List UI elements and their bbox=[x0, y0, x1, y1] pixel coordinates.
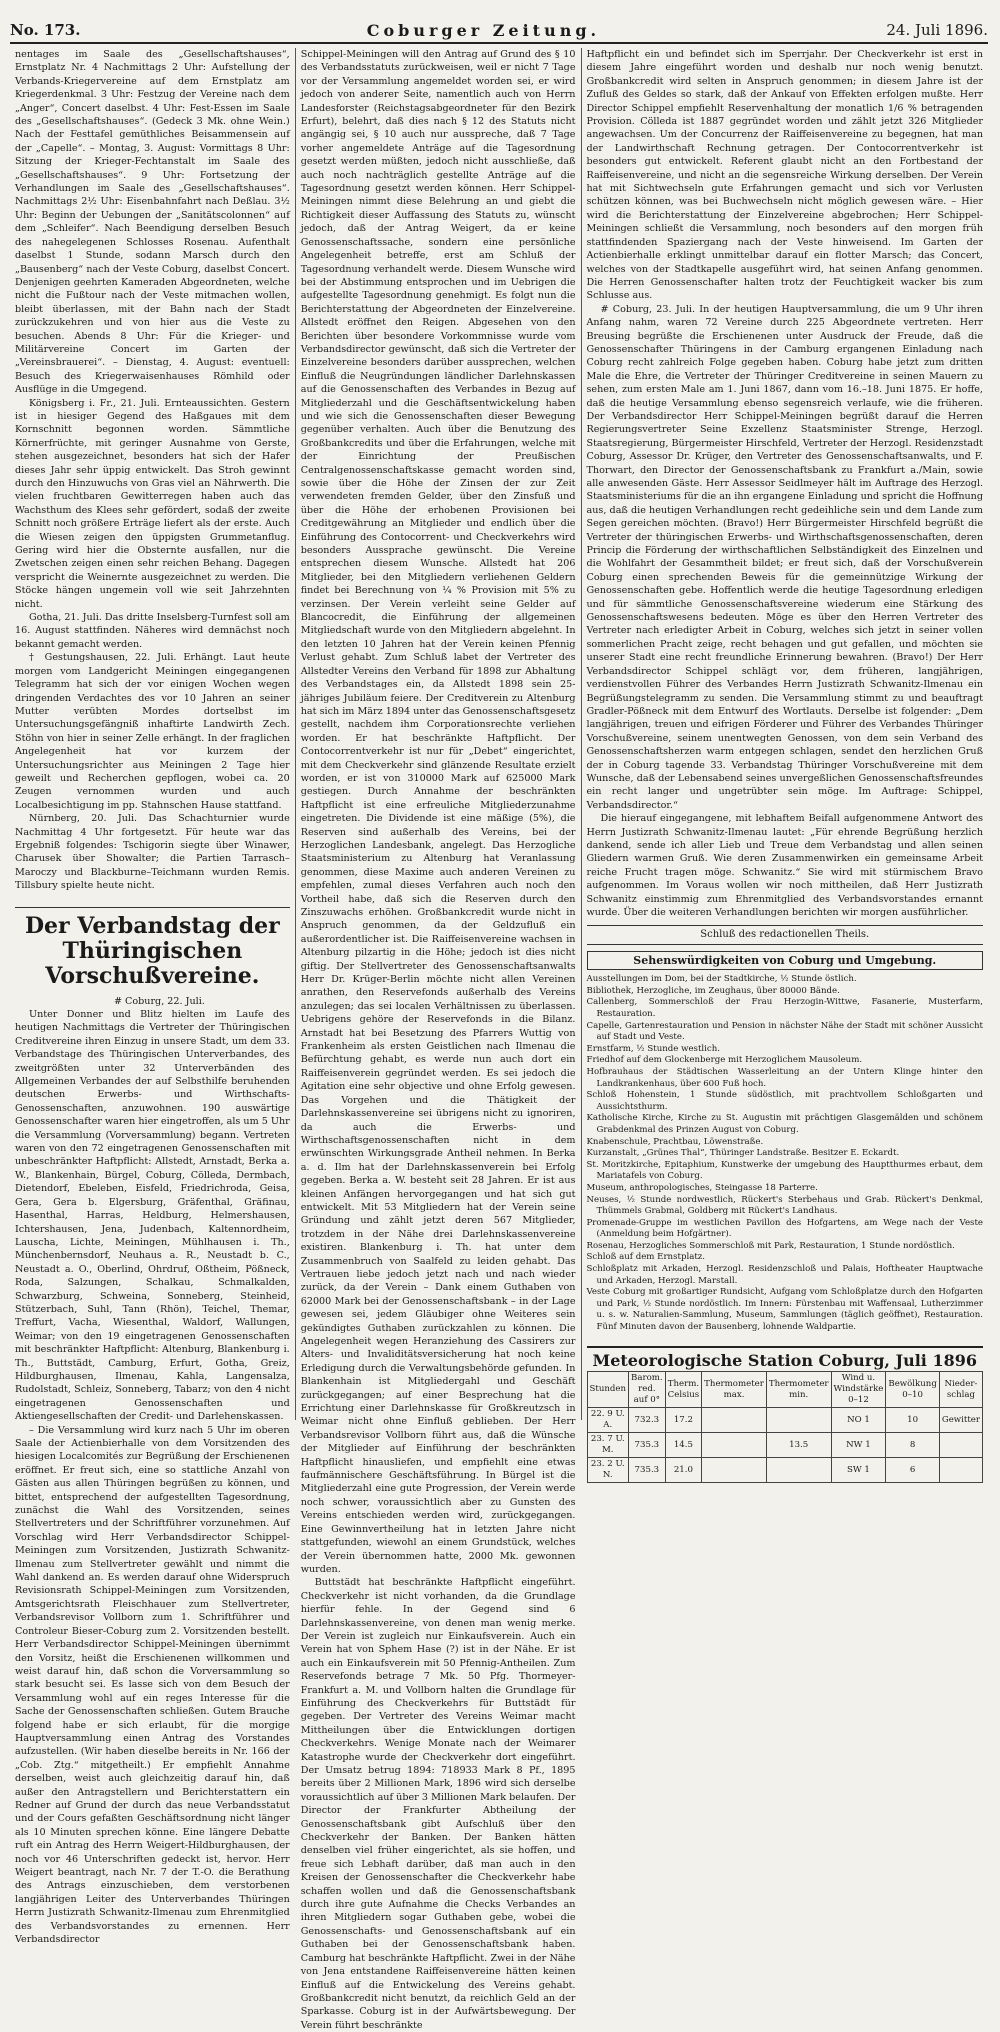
sight-item: Promenade-Gruppe im westlichen Pavillon des Hofgartens, am Wege nach der Veste (Anmeldung beim Hofgärtner). bbox=[586, 1217, 983, 1240]
weather-header-cell: Wind u. Windstärke 0–12 bbox=[831, 1372, 886, 1408]
sights-list bbox=[587, 974, 984, 1333]
article-heading: Der Verbandstag der Thüringischen Vorschußvereine. bbox=[15, 907, 290, 989]
article-paragraph: Nürnberg, 20. Juli. Das Schachturnier wurde Nachmittag 4 Uhr fortgesetzt. Für heute war das Ergebniß folgendes: Tschigorin siegte über Winawer, Charusek über Showalter; die Partien Tarrasch–Maroczy und Blackburne–Teichmann wurden Remis. Tillsbury spielte heute nicht. bbox=[15, 813, 290, 892]
issue-date: 24. Juli 1896. bbox=[886, 21, 988, 39]
weather-cell: 6 bbox=[886, 1458, 939, 1483]
weather-cell bbox=[702, 1433, 767, 1458]
sight-item: Callenberg, Sommerschloß der Frau Herzogin-Wittwe, Fasanerie, Musterfarm, Restauration. bbox=[586, 997, 983, 1019]
weather-cell: Gewitter bbox=[939, 1408, 982, 1433]
column-1 bbox=[10, 48, 295, 1946]
sight-item: Schloßplatz mit Arkaden, Herzogl. Residenzschloß und Palais, Hoftheater Hauptwache und Arkaden, Herzogl. Marstall. bbox=[586, 1264, 983, 1286]
weather-cell: 23. 7 U. M. bbox=[587, 1433, 629, 1458]
dateline: # Coburg, 22. Juli. bbox=[113, 995, 205, 1007]
weather-cell: 732.3 bbox=[629, 1408, 666, 1433]
weather-cell: NW 1 bbox=[831, 1433, 886, 1458]
weather-cell bbox=[766, 1458, 831, 1483]
sight-item: Friedhof auf dem Glockenberge mit Herzoglichem Mausoleum. bbox=[586, 1055, 863, 1066]
weather-cell: 23. 2 U. N. bbox=[587, 1458, 629, 1483]
weather-cell: 10 bbox=[886, 1408, 939, 1433]
weather-cell bbox=[939, 1458, 982, 1483]
weather-row bbox=[587, 1458, 983, 1483]
column-2 bbox=[295, 48, 581, 2031]
weather-row bbox=[587, 1433, 983, 1458]
weather-cell: 735.3 bbox=[629, 1458, 666, 1483]
weather-title: Meteorologische Station Coburg, Juli 1896 bbox=[587, 1346, 984, 1367]
sight-item: Kurzanstalt, „Grünes Thal“, Thüringer Landstraße. Besitzer E. Eckardt. bbox=[586, 1148, 900, 1159]
issue-number: No. 173. bbox=[10, 21, 81, 39]
weather-header-cell: Nieder-schlag bbox=[939, 1372, 982, 1408]
article-paragraph: Schippel-Meiningen will den Antrag auf Grund des § 10 des Verbandsstatuts zurückweisen, weil er nicht 7 Tage vor der Versammlung angemeldet worden sei, er wird jedoch von anderer Seite, namentlich auch von Herrn Landesforster (Reichstagsabgeordneter für den Bezirk Erfurt), belehrt, daß dies nach § 12 des Statuts nicht angängig sei, § 10 auch nur ausspreche, daß 7 Tage vorher angemeldete Anträge auf die Tagesordnung gesetzt werden müßten, jedoch nicht ausschließe, daß auch noch nachträglich gestellte Anträge auf die Tagesordnung gesetzt werden können. Herr Schippel-Meiningen nimmt diese Belehrung an und giebt die Richtigkeit dieser Auffassung des Statuts zu, wünscht jedoch, daß der Antrag Weigert, da er keine Genossenschaftssache, sondern eine persönliche Angelegenheit betreffe, erst am Schluß der Tagesordnung verhandelt werde. Diesem Wunsche wird bei der Abstimmung entsprochen und im Uebrigen die aufgestellte Tagesordnung genehmigt. Es folgt nun die Berichterstattung der Abgeordneten der Einzelvereine. Allstedt eröffnet den Reigen. Abgesehen von den Berichten über besondere Vorkommnisse wurde vom Verbandsdirector gewünscht, daß sich die Vertreter der Einzelvereine besonders darüber aussprechen, welchen Einfluß die Neugründungen ländlicher Darlehnskassen auf die Genossenschaften des Verbandes in Bezug auf Mitgliederzahl und die Geschäftsentwickelung haben und wie sich die Genossenschaften dieser Bewegung gegenüber verhalten. Auch über die Benutzung des Großbankcredits und über die Erfahrungen, welche mit der Einrichtung der Preußischen Centralgenossenschaftskasse gemacht worden sind, sowie über die Höhe der Zinsen der zur Zeit verwendeten fremden Gelder, über den Zinsfuß und über die Höhe der erhobenen Provisionen bei Creditgewährung an Mitglieder und endlich über die Einführung des Contocorrent- und Checkverkehrs wird besonders Aussprache gewünscht. Die Vereine entsprechen diesem Wunsche. Allstedt hat 206 Mitglieder, bei den Mitgliedern verliehenen Geldern findet bei Berechnung von ¼ % Provision mit 5% zu verzinsen. Der Verein verleiht seine Gelder auf Blancocredit, die Einführung der allgemeinen Mitgliedschaft wurde von den Mitgliedern abgelehnt. In den letzten 10 Jahren hat der Verein keinen Pfennig Verlust gehabt. Zum Schluß labet der Vertreter des Allstedter Vereins den Verband für 1898 zur Abhaltung des Verbandstages ein, da Allstedt 1898 sein 25-jähriges Jubiläum feiere. Der Creditverein zu Altenburg hat sich im März 1894 unter das Genossenschaftsgesetz gestellt, nachdem ihm Corporationsrechte verliehen worden. Er hat beschränkte Haftpflicht. Der Contocorrentverkehr ist nur für „Debet“ eingerichtet, mit dem Checkverkehr sind glänzende Resultate erzielt worden, er ist von 310000 Mark auf 625000 Mark gestiegen. Durch Annahme der beschränkten Haftpflicht ist eine erfreuliche Mitgliederzunahme eingetreten. Die Dividende ist eine mäßige (5%), die Reserven sind außerhalb des Vereins, bei der Herzoglichen Landesbank, angelegt. Das Herzogliche Staatsministerium zu Altenburg hat Veranlassung genommen, diese Maxime auch anderen Vereinen zu empfehlen, zumal dieses Verfahren auch noch den Vortheil habe, daß sich die Reserven durch den Zinszuwachs erhöhen. Großbankcredit wurde nicht in Anspruch genommen, da der Geldzufluß ein außerordentlicher ist. Die Raiffeisenvereine wachsen in Altenburg pilzartig in die Höhe; jedoch ist dies nicht giftig. Der Stellvertreter des Genossenschaftsanwalts Herr Dr. Krüger-Berlin möchte nicht allen Vereinen anrathen, den Reservefonds außerhalb des Vereins anzulegen; das sei localen Verhältnissen zu überlassen. Uebrigens gehöre der Reservefonds in die Bilanz. Arnstadt hat bei Besetzung des Pfarrers Wuttig von Frankenheim als ersten Geistlichen nach Ilmenau die Befürchtung gehabt, es werde nun auch dort ein Raiffeisenverein gegründet werden. Es sei jedoch die Agitation eine sehr objective und ohne Erfolg gewesen. Das Vorgehen und die Thätigkeit der Darlehnskassenvereine sei übrigens nicht zu ignoriren, da auch die Erwerbs- und Wirthschaftsgenossenschaften nicht in dem erwünschten Wirkungsgrade Antheil nehmen. In Berka a. d. Ilm hat der Darlehnskassenverein bei Erfolg gegeben. Berka a. W. besteht seit 28 Jahren. Er ist aus kleinen Anfängen hervorgegangen und hat sich gut entwickelt. Mit 53 Mitgliedern hat der Verein seine Gründung und zählt jetzt deren 567 Mitglieder, trotzdem in der Nähe drei Darlehnskassenvereine existiren. Blankenburg i. Th. hat unter dem Zusammenbruch von Saalfeld zu leiden gehabt. Das Vertrauen liebe jedoch jetzt nach und nach wieder zurück, da der Verein – Dank einem Guthaben von 62000 Mark bei der Genossenschaftsbank – in der Lage gewesen sei, jedem Gläubiger ohne Weiteres sein gekündigtes Guthaben zurückzahlen zu können. Die Angelegenheit wegen Heranziehung des Cassirers zur Alters- und Invaliditätsversicherung hat noch keine Erledigung durch die Verwaltungsbehörde gefunden. In Blankenhain ist Mitgliedergahl und Geschäft zurückgegangen; auf einer Besprechung hat die Errichtung einer Darlehnskasse für Großkreutzsch in Weimar nicht ohne Einfluß geblieben. Der Herr Verbandsrevisor Vollborn führt aus, daß die Wünsche der Mitglieder auf Einführung der beschränkten Haftpflicht hinausliefen, und empfiehlt eine etwas faufmännischere Geschäftsführung. In Bürgel ist die Mitgliederzahl eine gute Progression, der Verein werde noch schwer, voraussichtlich aber zu Gunsten des Vereins entschieden werden wird, zurückgegangen. Eine Gewinnvertheilung hat in letzten Jahre nicht stattgefunden, wiewohl an einem Grundstück, welches der Verein übernommen hatte, 2000 Mk. gewonnen wurden. bbox=[300, 49, 576, 1575]
article-paragraph: # Coburg, 23. Juli. In der heutigen Hauptversammlung, die um 9 Uhr ihren Anfang nahm, waren 72 Vereine durch 225 Abgeordnete vertreten. Herr Breusing begrüßte die Erschienenen unter Ausdruck der Freude, daß die Genossenschafter Thüringens in der Camburg ergangenen Einladung nach Coburg recht zahlreich Folge gegeben haben. Coburg habe jetzt zum dritten Male die Ehre, die Vertreter der Thüringer Creditvereine in seinen Mauern zu sehen, zum ersten Male am 1. Juni 1867, dann vom 16.–18. Juni 1875. Er hoffe, daß die heutige Versammlung ebenso segensreich verlaufe, wie die früheren. Der Verbandsdirector Herr Schippel-Meiningen begrüßt darauf die Herren Regierungsvertreter Seine Exzellenz Staatsminister Strenge, Herzogl. Staatsregierung, Bürgermeister Hirschfeld, Vertreter der Herzogl. Residenzstadt Coburg, Assessor Dr. Krüger, den Vertreter des Genossenschaftsanwalts, und F. Thorwart, den Director der Genossenschaftsbank zu Frankfurt a./Main, sowie alle anwesenden Gäste. Herr Assessor Seidlmeyer hält im Auftrage des Herzogl. Staatsministeriums für die an ihn ergangene Einladung und spricht die Hoffnung aus, daß die heutigen Verhandlungen recht gedeihliche sein und dem Lande zum Segen gereichen möchten. (Bravo!) Herr Bürgermeister Hirschfeld begrüßt die Vertreter der thüringischen Erwerbs- und Wirthschaftsgenossenschaften, deren Princip die Förderung der wirthschaftlichen Selbständigkeit des Einzelnen und die Wohlfahrt der Gesammtheit bildet; er freut sich, daß der Vorschußverein Coburg einen sprechenden Beweis für die gemeinnützige Wirkung der Genossenschaften gebe. Hoffentlich werde die heutige Tagesordnung erledigen und für sämmtliche Genossenschaftsvereine wiederum eine Stärkung des Genossenschaftswesens bedeuten. Möge es über den Herren Vertreter des Vertreter nach erledigter Arbeit in Coburg, welches sich jetzt in seiner vollen sommerlichen Pracht zeige, recht behagen und gut gefallen, und möchten sie unserer Stadt eine recht freundliche Erinnerung bewahren. (Bravo!) Der Herr Verbandsdirector Schippel schlägt vor, dem früheren, langjährigen, verdienstvollen Führer des Verbandes Herrn Justizrath Schwanitz-Ilmenau ein Begrüßungstelegramm zu senden. Die Versammlung stimmt zu und beauftragt Gradler-Pößneck mit dem Entwurf des Wortlauts. Derselbe ist folgender: „Dem langjährigen, treuen und eifrigen Förderer und Führer des Verbandes Thüringer Vorschußvereine, seinem unentwegten Genossen, von dem sein Verband des Genossenschaftsherzen warm entgegen schlagen, sendet den herzlichen Gruß der in Coburg tagende 33. Verbandstag Thüringer Vorschußvereine mit dem Wunsche, daß der Lebensabend seines unvergeßlichen Genossenschaftsfreundes ein recht langer und ungetrübter sein möge. Im Auftrage: Schippel, Verbandsdirector.“ bbox=[586, 303, 983, 811]
article-paragraph: Unter Donner und Blitz hielten im Laufe des heutigen Nachmittags die Vertreter der Thüringischen Creditvereine ihren Einzug in unsere Stadt, um dem 33. Verbandstage des Thüringischen Unterverbandes, des zweitgrößten unter 32 Unterverbänden des Allgemeinen Verbandes der auf Selbsthilfe beruhenden deutschen Erwerbs- und Wirthschafts-Genossenschaften, anzuwohnen. 190 auswärtige Genossenschafter waren hier eingetroffen, als um 5 Uhr die Versammlung (Vorversammlung) begann. Vertreten waren von den 72 eingetragenen Genossenschaften mit unbeschränkter Haftpflicht: Allstedt, Arnstadt, Berka a. W., Blankenhain, Bürgel, Coburg, Cölleda, Dermbach, Dietendorf, Ebeleben, Eisfeld, Friedrichroda, Geisa, Gera, Gera b. Elgersburg, Gräfenthal, Gräfinau, Hasenthal, Harras, Heldburg, Helmershausen, Ichtershausen, Jena, Judenbach, Kaltennordheim, Lauscha, Lichte, Meiningen, Mühlhausen i. Th., Münchenbernsdorf, Neuhaus a. R., Neustadt b. C., Neustadt a. O., Oberlind, Ohrdruf, Oßtheim, Pößneck, Roda, Salzungen, Schalkau, Schmalkalden, Schwarzburg, Schweina, Sonneberg, Steinheid, Stützerbach, Suhl, Tann (Rhön), Teichel, Themar, Treffurt, Vacha, Wiesenthal, Waldorf, Wallungen, Weimar; von den 19 eingetragenen Genossenschaften mit beschränkter Haftpflicht: Altenburg, Blankenburg i. Th., Buttstädt, Camburg, Erfurt, Gotha, Greiz, Hildburghausen, Ilmenau, Kahla, Langensalza, Rudolstadt, Schleiz, Sonneberg, Tabarz; von den 4 nicht eingetragenen Genossenschaften und Aktiengesellschaften der Credit- und Darlehenskassen. bbox=[15, 1009, 290, 1423]
sight-item: Schloß auf dem Ernstplatz. bbox=[586, 1252, 706, 1263]
sight-item: Bibliothek, Herzogliche, im Zeughaus, über 80000 Bände. bbox=[586, 985, 840, 996]
sight-item: Knabenschule, Prachtbau, Löwenstraße. bbox=[586, 1136, 764, 1147]
weather-cell: SW 1 bbox=[831, 1458, 886, 1483]
article-paragraph: nentages im Saale des „Gesellschaftshauses“, Ernstplatz Nr. 4 Nachmittags 2 Uhr: Aufstellung der Verbands-Kriegervereine auf dem Ernstplatz am Kriegerdenkmal. 3 Uhr: Festzug der Vereine nach dem „Anger“, Concert daselbst. 4 Uhr: Fest-Essen im Saale des „Gesellschaftshauses“. (Gedeck 3 Mk. ohne Wein.) Nach der Festtafel gemüthliches Beisammensein auf der „Capelle“. – Montag, 3. August: Vormittags 8 Uhr: Sitzung der Krieger-Fechtanstalt im Saale des „Gesellschaftshauses“. 9 Uhr: Fortsetzung der Verhandlungen im Saale des „Gesellschaftshauses“. Nachmittags 2½ Uhr: Eisenbahnfahrt nach Deßlau. 3½ Uhr: Beginn der Uebungen der „Sanitätscolonnen“ auf dem „Schleifer“. Nach Beendigung derselben Besuch des nahegelegenen Schlosses Rosenau. Aufenthalt daselbst 1 Stunde, sodann Marsch durch den „Bausenberg“ nach der Veste Coburg, daselbst Concert. Denjenigen geehrten Kameraden Abgeordneten, welche nicht die Fußtour nach der Veste mitmachen wollen, bleibt überlassen, mit der Bahn nach der Stadt zurückzukehren und von hier aus die Veste zu besuchen. Abends 8 Uhr: Für die Krieger- und Militärvereine Concert im Garten der „Vereinsbrauerei“. – Dienstag, 4. August: eventuell: Besuch des Kriegerwaisenhauses Römhild oder Ausflüge in die Umgegend. bbox=[15, 49, 290, 396]
weather-header-cell: Bewölkung 0–10 bbox=[886, 1372, 939, 1408]
weather-cell: 14.5 bbox=[665, 1433, 702, 1458]
weather-cell: 22. 9 U. A. bbox=[587, 1408, 629, 1433]
weather-cell bbox=[766, 1408, 831, 1433]
sight-item: Rosenau, Herzogliches Sommerschloß mit Park, Restauration, 1 Stunde nordöstlich. bbox=[586, 1240, 955, 1251]
article-paragraph: – Die Versammlung wird kurz nach 5 Uhr im oberen Saale der Actienbierhalle von dem Vorsitzenden des hiesigen Localcomités zur Begrüßung der Erschienenen eröffnet. Er freut sich, eine so stattliche Anzahl von Gästen aus allen Thüringen begrüßen zu können, und bittet, entsprechend der aufgestellten Tagesordnung, zunächst die Wahl des Vorsitzenden, seines Stellvertreters und der Schriftführer vorzunehmen. Auf Vorschlag wird Herr Verbandsdirector Schippel-Meiningen zum Vorsitzenden, Justizrath Schwanitz-Ilmenau zum Stellvertreter gewählt und nimmt die Wahl dankend an. Es werden darauf ohne Widerspruch Revisionsrath Schippel-Meiningen zum Vorsitzenden, Amtsgerichtsrath Fleischhauer zum Stellvertreter, Verbandsrevisor Vollborn zum 1. Schriftführer und Controleur Bieser-Coburg zum 2. Vorsitzenden bestellt. Herr Verbandsdirector Schippel-Meiningen übernimmt den Vorsitz, heißt die Erschienenen willkommen und weist darauf hin, daß schon die Vorversammlung so stark besucht sei. Es lasse sich von dem Besuch der Versammlung wohl auf ein reges Interesse für die Sache der Genossenschaften schließen. Gutem Brauche folgend habe er sich erlaubt, für die morgige Hauptversammlung einen Antrag des Vorstandes aufzustellen. (Wir haben dieselbe bereits in Nr. 166 der „Cob. Ztg.“ mitgetheilt.) Er empfiehlt Annahme derselben, weist auch gleichzeitig darauf hin, daß außer den Antragstellern und Berichterstattern ein Redner auf Grund der durch das neue Verbandsstatut und der Cours gefaßten Geschäftsordnung nicht länger als 10 Minuten sprechen könne. Eine längere Debatte ruft ein Antrag des Herrn Weigert-Hildburghausen, der noch vor 46 Unterschriften gedeckt ist, hervor. Herr Weigert beantragt, nach Nr. 7 der T.-O. die Berathung des Antrags einzuschieben, dem verstorbenen langjährigen Leiter des Unterverbandes Thüringen Herrn Justizrath Schwanitz-Ilmenau zum Ehrenmitglied des Verbandsvorstandes zu ernennen. Herr Verbandsdirector bbox=[15, 1424, 290, 1946]
column-3 bbox=[581, 48, 989, 1481]
sight-item: Schloß Hohenstein, 1 Stunde südöstlich, mit prachtvollem Schloßgarten und Aussichtsthurm. bbox=[586, 1090, 983, 1112]
weather-cell bbox=[702, 1458, 767, 1483]
weather-cell bbox=[939, 1433, 982, 1458]
sight-item: St. Moritzkirche, Epitaphium, Kunstwerke der umgebung des Hauptthurmes erbaut, dem Mariatafels von Coburg. bbox=[586, 1159, 983, 1182]
sight-item: Ausstellungen im Dom, bei der Stadtkirche, ½ Stunde östlich. bbox=[586, 974, 857, 985]
section-end-rule: Schluß des redactionellen Theils. bbox=[587, 925, 984, 944]
sight-item: Museum, anthropologisches, Steingasse 18 Parterre. bbox=[586, 1182, 818, 1193]
sight-item: Hofbrauhaus der Städtischen Wasserleitung an der Untern Klinge hinter den Landkrankenhaus, über 600 Fuß hoch. bbox=[586, 1066, 983, 1089]
weather-cell: 8 bbox=[886, 1433, 939, 1458]
weather-cell: 735.3 bbox=[629, 1433, 666, 1458]
weather-header-cell: Thermometer min. bbox=[766, 1372, 831, 1408]
weather-cell: 17.2 bbox=[665, 1408, 702, 1433]
sight-item: Neuses, ½ Stunde nordwestlich, Rückert's Sterbehaus und Grab. Rückert's Denkmal, Thümmels Grabmal, Goldberg mit Rückert's Landhaus. bbox=[586, 1194, 983, 1217]
weather-cell: 21.0 bbox=[665, 1458, 702, 1483]
sight-item: Katholische Kirche, Kirche zu St. Augustin mit prächtigen Glasgemälden und schönem Grabdenkmal des Prinzen August von Coburg. bbox=[586, 1113, 983, 1135]
weather-cell: 13.5 bbox=[766, 1433, 831, 1458]
masthead bbox=[10, 18, 988, 44]
weather-table-header bbox=[587, 1372, 983, 1408]
weather-header-cell: Thermometer max. bbox=[702, 1372, 767, 1408]
article-paragraph: Haftpflicht ein und befindet sich im Sperrjahr. Der Checkverkehr ist erst in diesem Jahre eingeführt worden und deshalb nur noch wenig benutzt. Großbankcredit wird selten in Anspruch genommen; in diesem Jahre ist der Zufluß des Geldes so stark, daß der Ankauf von Effekten erfolgen mußte. Herr Director Schippel empfiehlt Reservenhaltung der monatlich 1/6 % betragenden Provision. Cölleda ist 1887 gegründet worden und zählt jetzt 326 Mitglieder angewachsen. Um der Concurrenz der Raiffeisenvereine zu begegnen, hat man der Landwirthschaft Rechnung getragen. Der Contocorrentverkehr ist besonders gut entwickelt. Referent glaubt nicht an den Fortbestand der Raiffeisenvereine, und nicht an die segensreiche Wirkung derselben. Der Verein hat mit Sichtwechseln gute Erfahrungen gemacht und sich vor Verlusten schützen können, was bei Buchwechseln nicht möglich gewesen wäre. – Hier wird die Berichterstattung der Einzelvereine abgebrochen; Herr Schippel-Meiningen schließt die Versammlung, noch besonders auf den morgen früh stattfindenden Spaziergang nach der Veste hinweisend. Im Garten der Actienbierhalle erklingt unmittelbar darauf ein flotter Marsch; das Concert, welches von der Stadtkapelle ausgeführt wird, hat seinen Anfang genommen. Die Herren Genossenschafter halten trotz der Feuchtigkeit wacker bis zum Schlusse aus. bbox=[586, 49, 983, 302]
sights-title: Sehenswürdigkeiten von Coburg und Umgebung. bbox=[587, 951, 984, 970]
sight-item: Veste Coburg mit großartiger Rundsicht, Aufgang vom Schloßplatze durch den Hofgarten und Park, ½ Stunde nordöstlich. Im Innern: Fürstenbau mit Waffensaal, Lutherzimmer u. s. w. Naturalien-Sammlung, Museum, Sammlungen (täglich geöffnet), Restauration. Fünf Minuten davon der Bausenberg, lohnende Waldpartie. bbox=[586, 1287, 983, 1333]
weather-table bbox=[587, 1371, 984, 1483]
article-paragraph: Gotha, 21. Juli. Das dritte Inselsberg-Turnfest soll am 16. August stattfinden. Näheres wird demnächst noch bekannt gemacht werden. bbox=[15, 612, 290, 650]
weather-header-cell: Barom. red. auf 0° bbox=[629, 1372, 666, 1408]
sight-item: Capelle, Gartenrestauration und Pension in nächster Nähe der Stadt mit schöner Aussicht auf Stadt und Veste. bbox=[586, 1020, 983, 1043]
article-paragraph: Königsberg i. Fr., 21. Juli. Ernteaussichten. Gestern ist in hiesiger Gegend des Haßgaues mit dem Kornschnitt begonnen worden. Sämmtliche Körnerfrüchte, mit geringer Ausnahme von Gerste, stehen ausgezeichnet, besonders hat sich der Hafer dieses Jahr sehr üppig entwickelt. Das Stroh gewinnt durch den Hinzuwuchs von Gras viel an Nährwerth. Die vielen fruchtbaren Gewitterregen haben auch das Wachsthum des Klees sehr gefördert, sodaß der zweite Schnitt noch größere Erträge liefert als der erste. Auch die Wiesen zeigen den üppigsten Grummetanflug. Gering wird hier die Obsternte ausfallen, nur die Zwetschen zeigen einen sehr reichen Behang. Dagegen verspricht die Weinernte ausgezeichnet zu werden. Die Stöcke hängen ungemein voll wie seit Jahrzehnten nicht. bbox=[15, 397, 290, 610]
newspaper-title: Coburger Zeitung. bbox=[366, 20, 601, 40]
article-paragraph: Buttstädt hat beschränkte Haftpflicht eingeführt. Checkverkehr ist nicht vorhanden, da die Grundlage hierfür fehle. In der Gegend sind 6 Darlehnskassenvereine, von denen man wenig merke. Der Verein ist zugleich nur Einkaufsverein. Auch ein Verein hat von Sphem Hase (?) ist in der Nähe. Er ist auch ein Einkaufsverein mit 50 Pfennig-Antheilen. Zum Reservefonds betrage 7 Mk. 50 Pfg. Thormeyer-Frankfurt a. M. und Vollborn halten die Grundlage für Einführung des Checkverkehrs für Buttstädt für gegeben. Der Vertreter des Vereins Weimar macht Mittheilungen über die Entwicklungen dortigen Checkverkehrs. Wenige Monate nach der Weimarer Katastrophe wurde der Checkverkehr dort eingeführt. Der Umsatz betrug 1894: 718933 Mark 8 Pf., 1895 bereits über 2 Millionen Mark, 1896 wird sich derselbe voraussichtlich auf über 3 Millionen Mark belaufen. Der Director der Frankfurter Abtheilung der Genossenschaftsbank gibt Aufschluß über den Checkverkehr der Banken. Der Banken hätten denselben viel früher eingerichtet, als sie hoffen, und freue sich Lebhaft darüber, daß man auch in den Kreisen der Genossenschafter die Checkverkehr habe schaffen wollen und daß die Genossenschaftsbank durch ihre gute Aufnahme die Checks Verbandes an ihren Mitgliedern sogar Guthaben gebe, wobei die Genossenschafts- und Genossenschaftsbank auf ein Guthaben bei der Genossenschaftsbank haben. Camburg hat beschränkte Haftpflicht. Zwei in der Nähe von Jena entstandene Raiffeisenvereine hätten keinen Einfluß auf die Entwickelung des Vereins gehabt. Großbankcredit nicht benutzt, da reichlich Geld an der Sparkasse. Coburg ist in der Aufwärtsbewegung. Der Verein führt beschränkte bbox=[300, 1577, 576, 2031]
sight-item: Ernstfarm, ½ Stunde westlich. bbox=[586, 1043, 720, 1054]
article-paragraph: Die hierauf eingegangene, mit lebhaftem Beifall aufgenommene Antwort des Herrn Justizrath Schwanitz-Ilmenau lautet: „Für ehrende Begrüßung herzlich dankend, sende ich aller Lieb und Treue dem Verbandstag und allen seinen Gliedern warmen Gruß. Wie deren Zusammenwirken ein gemeinsame Arbeit reiche Frucht tragen möge. Schwanitz.“ Sie wird mit stürmischem Bravo aufgenommen. Im Voraus wollen wir noch mittheilen, daß Herr Justizrath Schwanitz einstimmig zum Ehrenmitglied des Verbandsvorstandes ernannt wurde. Über die weiteren Verhandlungen berichten wir morgen ausführlicher. bbox=[586, 813, 983, 918]
weather-row bbox=[587, 1408, 983, 1433]
columns bbox=[10, 48, 988, 2031]
article-paragraph: † Gestungshausen, 22. Juli. Erhängt. Laut heute morgen vom Landgericht Meiningen eingegangenen Telegramm hat sich der vor einigen Wochen wegen dringenden Verdachtes des vor 10 Jahren an seiner Mutter verübten Mordes dortselbst im Untersuchungsgefängniß inhaftirte Landwirth Zech. Stöhn von hier in seiner Zelle erhängt. In der fraglichen Angelegenheit hat vor kurzem der Untersuchungsrichter aus Meiningen 2 Tage hier geweilt und Recherchen gepflogen, wobei ca. 20 Zeugen vernommen wurden und auch Localbesichtigung im pp. Stahnschen Hause stattfand. bbox=[15, 652, 290, 811]
weather-cell bbox=[702, 1408, 767, 1433]
weather-cell: NO 1 bbox=[831, 1408, 886, 1433]
weather-header-cell: Therm. Celsius bbox=[665, 1372, 702, 1408]
weather-header-cell: Stunden bbox=[587, 1372, 629, 1408]
